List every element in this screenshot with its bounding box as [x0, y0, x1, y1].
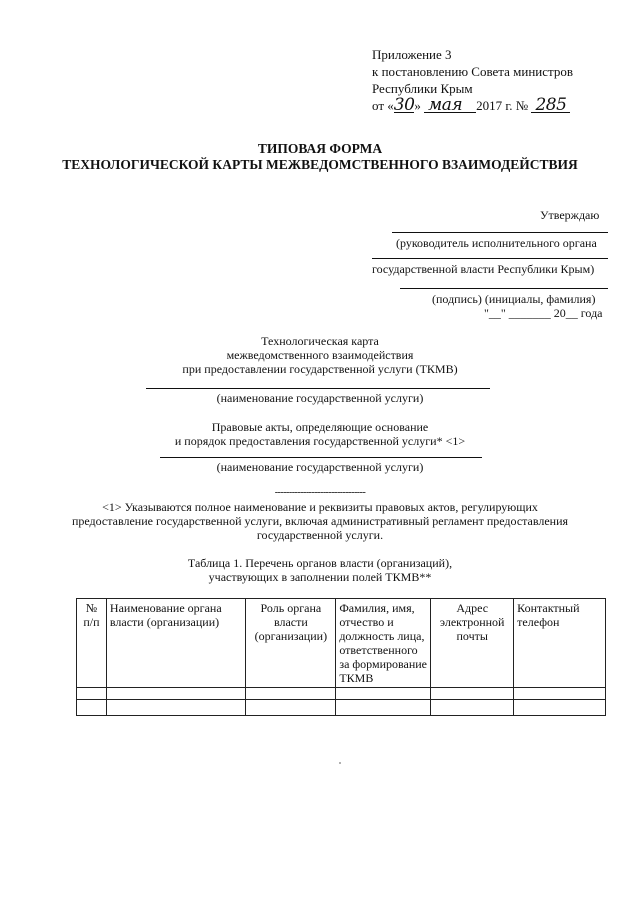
legal-acts-caption: (наименование государственной услуги) — [216, 460, 424, 474]
scan-speck — [339, 762, 341, 764]
card-heading: Технологическая карта межведомственного взаимодействия при предоставлении государственной услуги (ТКМВ) — [182, 334, 458, 376]
table-caption: Таблица 1. Перечень органов власти (организаций), участвующих в заполнении полей ТКМВ** — [187, 556, 453, 584]
footnote-separator: -------------------------------- — [274, 487, 366, 498]
approve-date-line: "__" _______ 20__ года — [484, 306, 603, 320]
head-caption: (руководитель исполнительного органа — [396, 236, 597, 250]
appendix-block — [372, 46, 573, 114]
header-phone: Контактный телефон — [514, 599, 606, 688]
appendix-date: от «30» мая 2017 г. № 285 — [372, 97, 573, 114]
approve-label: Утверждаю — [540, 208, 600, 222]
signature-caption: (подпись) (инициалы, фамилия) — [432, 292, 596, 306]
table-row — [77, 688, 606, 700]
service-name-caption: (наименование государственной услуги) — [216, 391, 424, 405]
header-email: Адрес электронной почты — [431, 599, 514, 688]
table-row — [77, 700, 606, 716]
appendix-region: Республики Крым — [372, 81, 473, 96]
authority-line — [372, 258, 608, 259]
organizations-table — [76, 598, 606, 716]
handwritten-day: 30 — [393, 95, 415, 115]
head-signature-line — [392, 232, 608, 233]
header-org-role: Роль органа власти (организации) — [246, 599, 336, 688]
appendix-title: Приложение 3 — [372, 47, 452, 62]
title-line-2: ТЕХНОЛОГИЧЕСКОЙ КАРТЫ МЕЖВЕДОМСТВЕННОГО ВЗАИМОДЕЙСТВИЯ — [62, 157, 578, 172]
legal-acts-heading: Правовые акты, определяющие основание и порядок предоставления государственной услуги* <1> — [174, 420, 466, 448]
service-name-line — [146, 388, 490, 389]
handwritten-number: 285 — [531, 98, 570, 113]
header-responsible-person: Фамилия, имя, отчество и должность лица, ответственного за формирование ТКМВ — [336, 599, 431, 688]
header-org-name: Наименование органа власти (организации) — [106, 599, 246, 688]
title-line-1: ТИПОВАЯ ФОРМА — [257, 141, 383, 156]
legal-acts-line — [160, 457, 482, 458]
signature-line — [400, 288, 608, 289]
handwritten-month: мая — [424, 98, 476, 113]
header-number: № п/п — [77, 599, 107, 688]
footnote: <1> Указываются полное наименование и реквизиты правовых актов, регулирующих предоставление государственной услуги, включая административный регламент предоставления государственной услуги. — [71, 500, 569, 542]
document-title — [0, 141, 640, 173]
appendix-decree: к постановлению Совета министров — [372, 64, 573, 79]
table-header-row — [77, 599, 606, 688]
authority-caption: государственной власти Республики Крым) — [372, 262, 595, 276]
